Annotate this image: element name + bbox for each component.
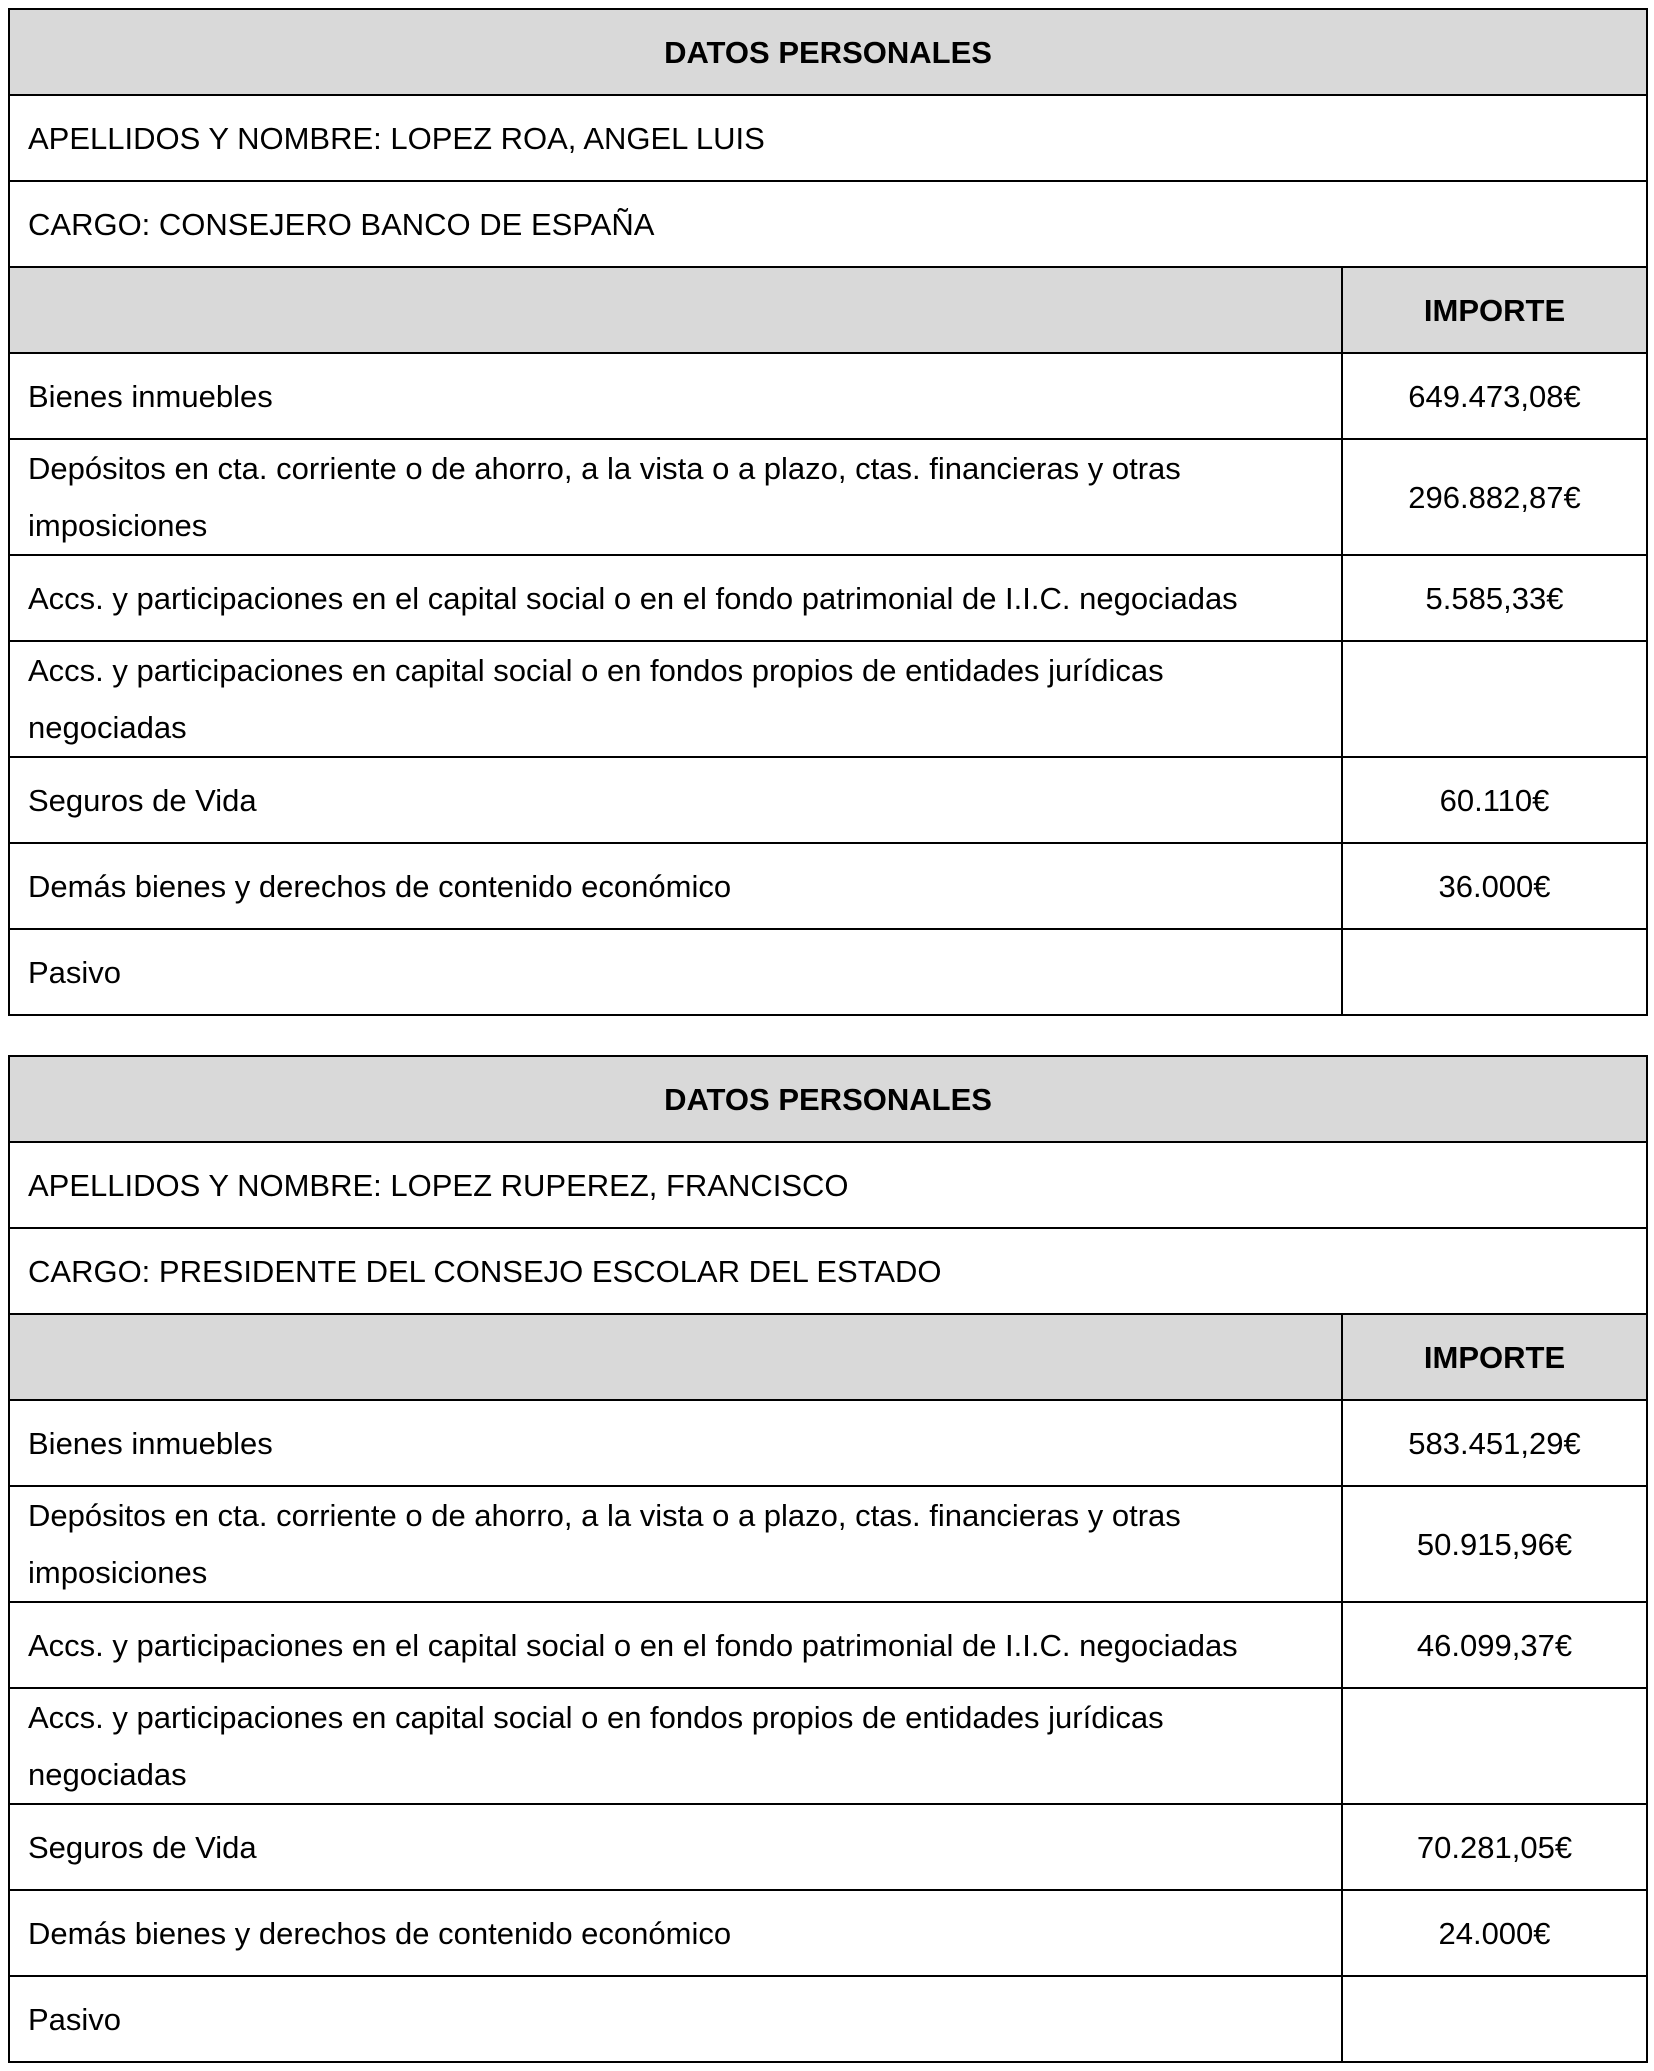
row-amount: 36.000€ xyxy=(1342,843,1647,929)
row-label: Demás bienes y derechos de contenido económico xyxy=(9,843,1342,929)
table-row xyxy=(9,843,1647,929)
row-amount: 50.915,96€ xyxy=(1342,1486,1647,1602)
blank-header-cell xyxy=(9,267,1342,353)
name-line: APELLIDOS Y NOMBRE: LOPEZ ROA, ANGEL LUIS xyxy=(9,95,1647,181)
row-label: Seguros de Vida xyxy=(9,757,1342,843)
amount-header: IMPORTE xyxy=(1342,1314,1647,1400)
section-header-row xyxy=(9,9,1647,95)
row-label: Accs. y participaciones en el capital social o en el fondo patrimonial de I.I.C. negociadas xyxy=(9,1602,1342,1688)
row-amount: 649.473,08€ xyxy=(1342,353,1647,439)
table-row xyxy=(9,757,1647,843)
row-label: Depósitos en cta. corriente o de ahorro, a la vista o a plazo, ctas. financieras y otras imposiciones xyxy=(9,439,1342,555)
table-row xyxy=(9,1602,1647,1688)
table-row xyxy=(9,1400,1647,1486)
row-label: Pasivo xyxy=(9,1976,1342,2062)
name-row xyxy=(9,1142,1647,1228)
row-label: Accs. y participaciones en el capital social o en el fondo patrimonial de I.I.C. negociadas xyxy=(9,555,1342,641)
row-amount: 296.882,87€ xyxy=(1342,439,1647,555)
table-row xyxy=(9,1486,1647,1602)
cargo-line: CARGO: PRESIDENTE DEL CONSEJO ESCOLAR DEL ESTADO xyxy=(9,1228,1647,1314)
row-amount xyxy=(1342,641,1647,757)
section-title: DATOS PERSONALES xyxy=(9,9,1647,95)
row-amount: 24.000€ xyxy=(1342,1890,1647,1976)
section-title: DATOS PERSONALES xyxy=(9,1056,1647,1142)
row-label: Depósitos en cta. corriente o de ahorro, a la vista o a plazo, ctas. financieras y otras imposiciones xyxy=(9,1486,1342,1602)
row-amount xyxy=(1342,1976,1647,2062)
row-amount: 583.451,29€ xyxy=(1342,1400,1647,1486)
name-row xyxy=(9,95,1647,181)
row-label: Demás bienes y derechos de contenido económico xyxy=(9,1890,1342,1976)
row-amount: 5.585,33€ xyxy=(1342,555,1647,641)
asset-declaration-table xyxy=(8,1055,1648,2063)
table-row xyxy=(9,1804,1647,1890)
cargo-row xyxy=(9,181,1647,267)
section-header-row xyxy=(9,1056,1647,1142)
row-amount: 70.281,05€ xyxy=(1342,1804,1647,1890)
row-label: Accs. y participaciones en capital social o en fondos propios de entidades jurídicas negociadas xyxy=(9,1688,1342,1804)
row-amount: 46.099,37€ xyxy=(1342,1602,1647,1688)
blank-header-cell xyxy=(9,1314,1342,1400)
table-row xyxy=(9,929,1647,1015)
amount-header: IMPORTE xyxy=(1342,267,1647,353)
table-row xyxy=(9,1890,1647,1976)
row-amount xyxy=(1342,929,1647,1015)
cargo-row xyxy=(9,1228,1647,1314)
table-row xyxy=(9,555,1647,641)
row-label: Bienes inmuebles xyxy=(9,1400,1342,1486)
row-amount xyxy=(1342,1688,1647,1804)
table-row xyxy=(9,641,1647,757)
row-amount: 60.110€ xyxy=(1342,757,1647,843)
table-row xyxy=(9,353,1647,439)
row-label: Accs. y participaciones en capital social o en fondos propios de entidades jurídicas negociadas xyxy=(9,641,1342,757)
name-line: APELLIDOS Y NOMBRE: LOPEZ RUPEREZ, FRANCISCO xyxy=(9,1142,1647,1228)
table-row xyxy=(9,1688,1647,1804)
table-row xyxy=(9,439,1647,555)
asset-declaration-table xyxy=(8,8,1648,1016)
row-label: Bienes inmuebles xyxy=(9,353,1342,439)
row-label: Pasivo xyxy=(9,929,1342,1015)
cargo-line: CARGO: CONSEJERO BANCO DE ESPAÑA xyxy=(9,181,1647,267)
table-row xyxy=(9,1976,1647,2062)
row-label: Seguros de Vida xyxy=(9,1804,1342,1890)
amount-header-row xyxy=(9,1314,1647,1400)
amount-header-row xyxy=(9,267,1647,353)
